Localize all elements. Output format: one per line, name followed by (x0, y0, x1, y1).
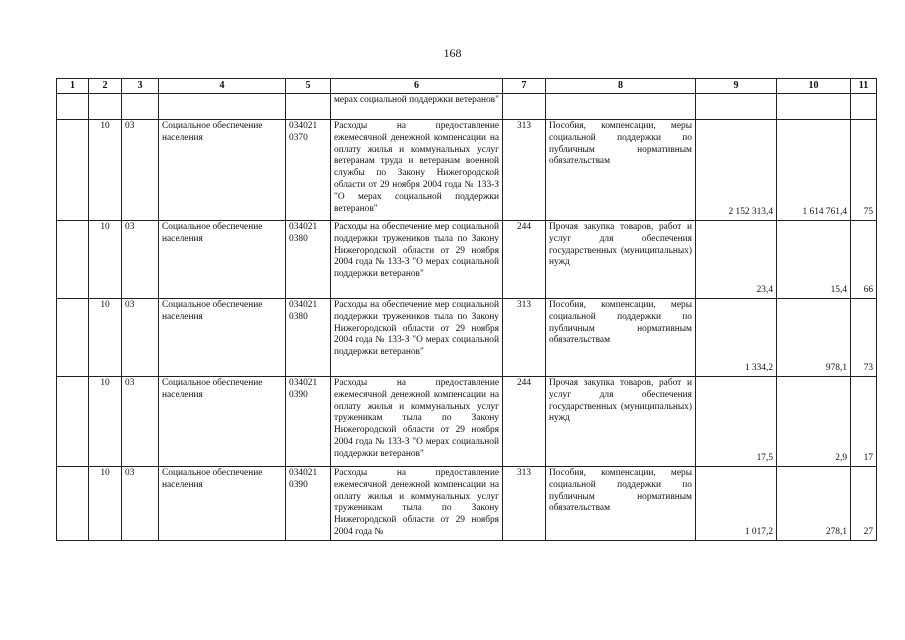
cell-percent (851, 94, 877, 120)
cell-section: 10 (89, 299, 122, 377)
header-col-7: 7 (503, 79, 546, 94)
cell-description: Расходы на обеспечение мер социальной поддержки тружеников тыла по Закону Нижегородской области от 29 ноября 2004 года № 133-З "О мерах социальной поддержки ветеранов" (331, 299, 503, 377)
header-col-1: 1 (57, 79, 89, 94)
cell-actual (777, 94, 851, 120)
cell-subsection (122, 94, 159, 120)
cell-col-1 (57, 221, 89, 299)
cell-col-1 (57, 94, 89, 120)
cell-col-1 (57, 467, 89, 541)
cell-expense-name: Пособия, компенсации, меры социальной поддержки по публичным нормативным обязательствам (546, 467, 696, 541)
cell-subsection: 03 (122, 377, 159, 467)
cell-expense-type (503, 94, 546, 120)
cell-target-code: 034021 0380 (286, 221, 331, 299)
cell-col-1 (57, 120, 89, 221)
cell-expense-type: 244 (503, 377, 546, 467)
page-number: 168 (443, 46, 462, 60)
cell-percent: 73 (851, 299, 877, 377)
header-col-9: 9 (696, 79, 777, 94)
cell-section-name: Социальное обеспечение населения (159, 299, 286, 377)
cell-percent: 75 (851, 120, 877, 221)
cell-section: 10 (89, 120, 122, 221)
cell-plan: 1 334,2 (696, 299, 777, 377)
cell-target-code: 034021 0370 (286, 120, 331, 221)
header-col-4: 4 (159, 79, 286, 94)
cell-expense-name: Пособия, компенсации, меры социальной поддержки по публичным нормативным обязательствам (546, 120, 696, 221)
cell-actual: 278,1 (777, 467, 851, 541)
cell-description: мерах социальной поддержки ветеранов" (331, 94, 503, 120)
header-col-8: 8 (546, 79, 696, 94)
header-col-2: 2 (89, 79, 122, 94)
cell-plan: 1 017,2 (696, 467, 777, 541)
cell-expense-name: Пособия, компенсации, меры социальной поддержки по публичным нормативным обязательствам (546, 299, 696, 377)
cell-actual: 1 614 761,4 (777, 120, 851, 221)
header-col-6: 6 (331, 79, 503, 94)
cell-description: Расходы на предоставление ежемесячной денежной компенсации на оплату жилья и коммунальных услуг труженикам тыла по Закону Нижегородской области от 29 ноября 2004 года № (331, 467, 503, 541)
cell-section-name: Социальное обеспечение населения (159, 467, 286, 541)
cell-target-code: 034021 0380 (286, 299, 331, 377)
cell-actual: 15,4 (777, 221, 851, 299)
table-row (57, 94, 877, 120)
cell-plan: 23,4 (696, 221, 777, 299)
cell-section: 10 (89, 221, 122, 299)
header-col-5: 5 (286, 79, 331, 94)
table-row (57, 467, 877, 541)
cell-plan: 17,5 (696, 377, 777, 467)
cell-col-1 (57, 299, 89, 377)
cell-expense-type: 244 (503, 221, 546, 299)
cell-expense-name (546, 94, 696, 120)
header-col-10: 10 (777, 79, 851, 94)
table-row (57, 377, 877, 467)
cell-section-name (159, 94, 286, 120)
cell-description: Расходы на обеспечение мер социальной поддержки тружеников тыла по Закону Нижегородской области от 29 ноября 2004 года № 133-З "О мерах социальной поддержки ветеранов" (331, 221, 503, 299)
cell-section (89, 94, 122, 120)
cell-percent: 17 (851, 377, 877, 467)
cell-actual: 2,9 (777, 377, 851, 467)
cell-description: Расходы на предоставление ежемесячной денежной компенсации на оплату жилья и коммунальных услуг труженикам тыла по Закону Нижегородской области от 29 ноября 2004 года № 133-З "О мерах социальной поддержки ветеранов" (331, 377, 503, 467)
header-col-11: 11 (851, 79, 877, 94)
cell-target-code: 034021 0390 (286, 467, 331, 541)
cell-plan: 2 152 313,4 (696, 120, 777, 221)
cell-target-code: 034021 0390 (286, 377, 331, 467)
cell-section-name: Социальное обеспечение населения (159, 120, 286, 221)
cell-subsection: 03 (122, 467, 159, 541)
cell-section-name: Социальное обеспечение населения (159, 377, 286, 467)
cell-percent: 66 (851, 221, 877, 299)
cell-section: 10 (89, 377, 122, 467)
budget-table (56, 78, 877, 541)
cell-target-code (286, 94, 331, 120)
cell-subsection: 03 (122, 299, 159, 377)
table-row (57, 221, 877, 299)
cell-percent: 27 (851, 467, 877, 541)
cell-col-1 (57, 377, 89, 467)
cell-description: Расходы на предоставление ежемесячной денежной компенсации на оплату жилья и коммунальных услуг ветеранам труда и ветеранам военной службы по Закону Нижегородской области от 29 ноября 2004 года № 133-З "О мерах социальной поддержки ветеранов" (331, 120, 503, 221)
table-row (57, 120, 877, 221)
cell-expense-name: Прочая закупка товаров, работ и услуг для обеспечения государственных (муниципальных) нужд (546, 377, 696, 467)
cell-expense-type: 313 (503, 120, 546, 221)
cell-expense-name: Прочая закупка товаров, работ и услуг для обеспечения государственных (муниципальных) нужд (546, 221, 696, 299)
cell-actual: 978,1 (777, 299, 851, 377)
header-col-3: 3 (122, 79, 159, 94)
table-row (57, 299, 877, 377)
cell-subsection: 03 (122, 120, 159, 221)
cell-subsection: 03 (122, 221, 159, 299)
cell-expense-type: 313 (503, 467, 546, 541)
cell-section-name: Социальное обеспечение населения (159, 221, 286, 299)
cell-section: 10 (89, 467, 122, 541)
header-row (57, 79, 877, 94)
cell-expense-type: 313 (503, 299, 546, 377)
cell-plan (696, 94, 777, 120)
